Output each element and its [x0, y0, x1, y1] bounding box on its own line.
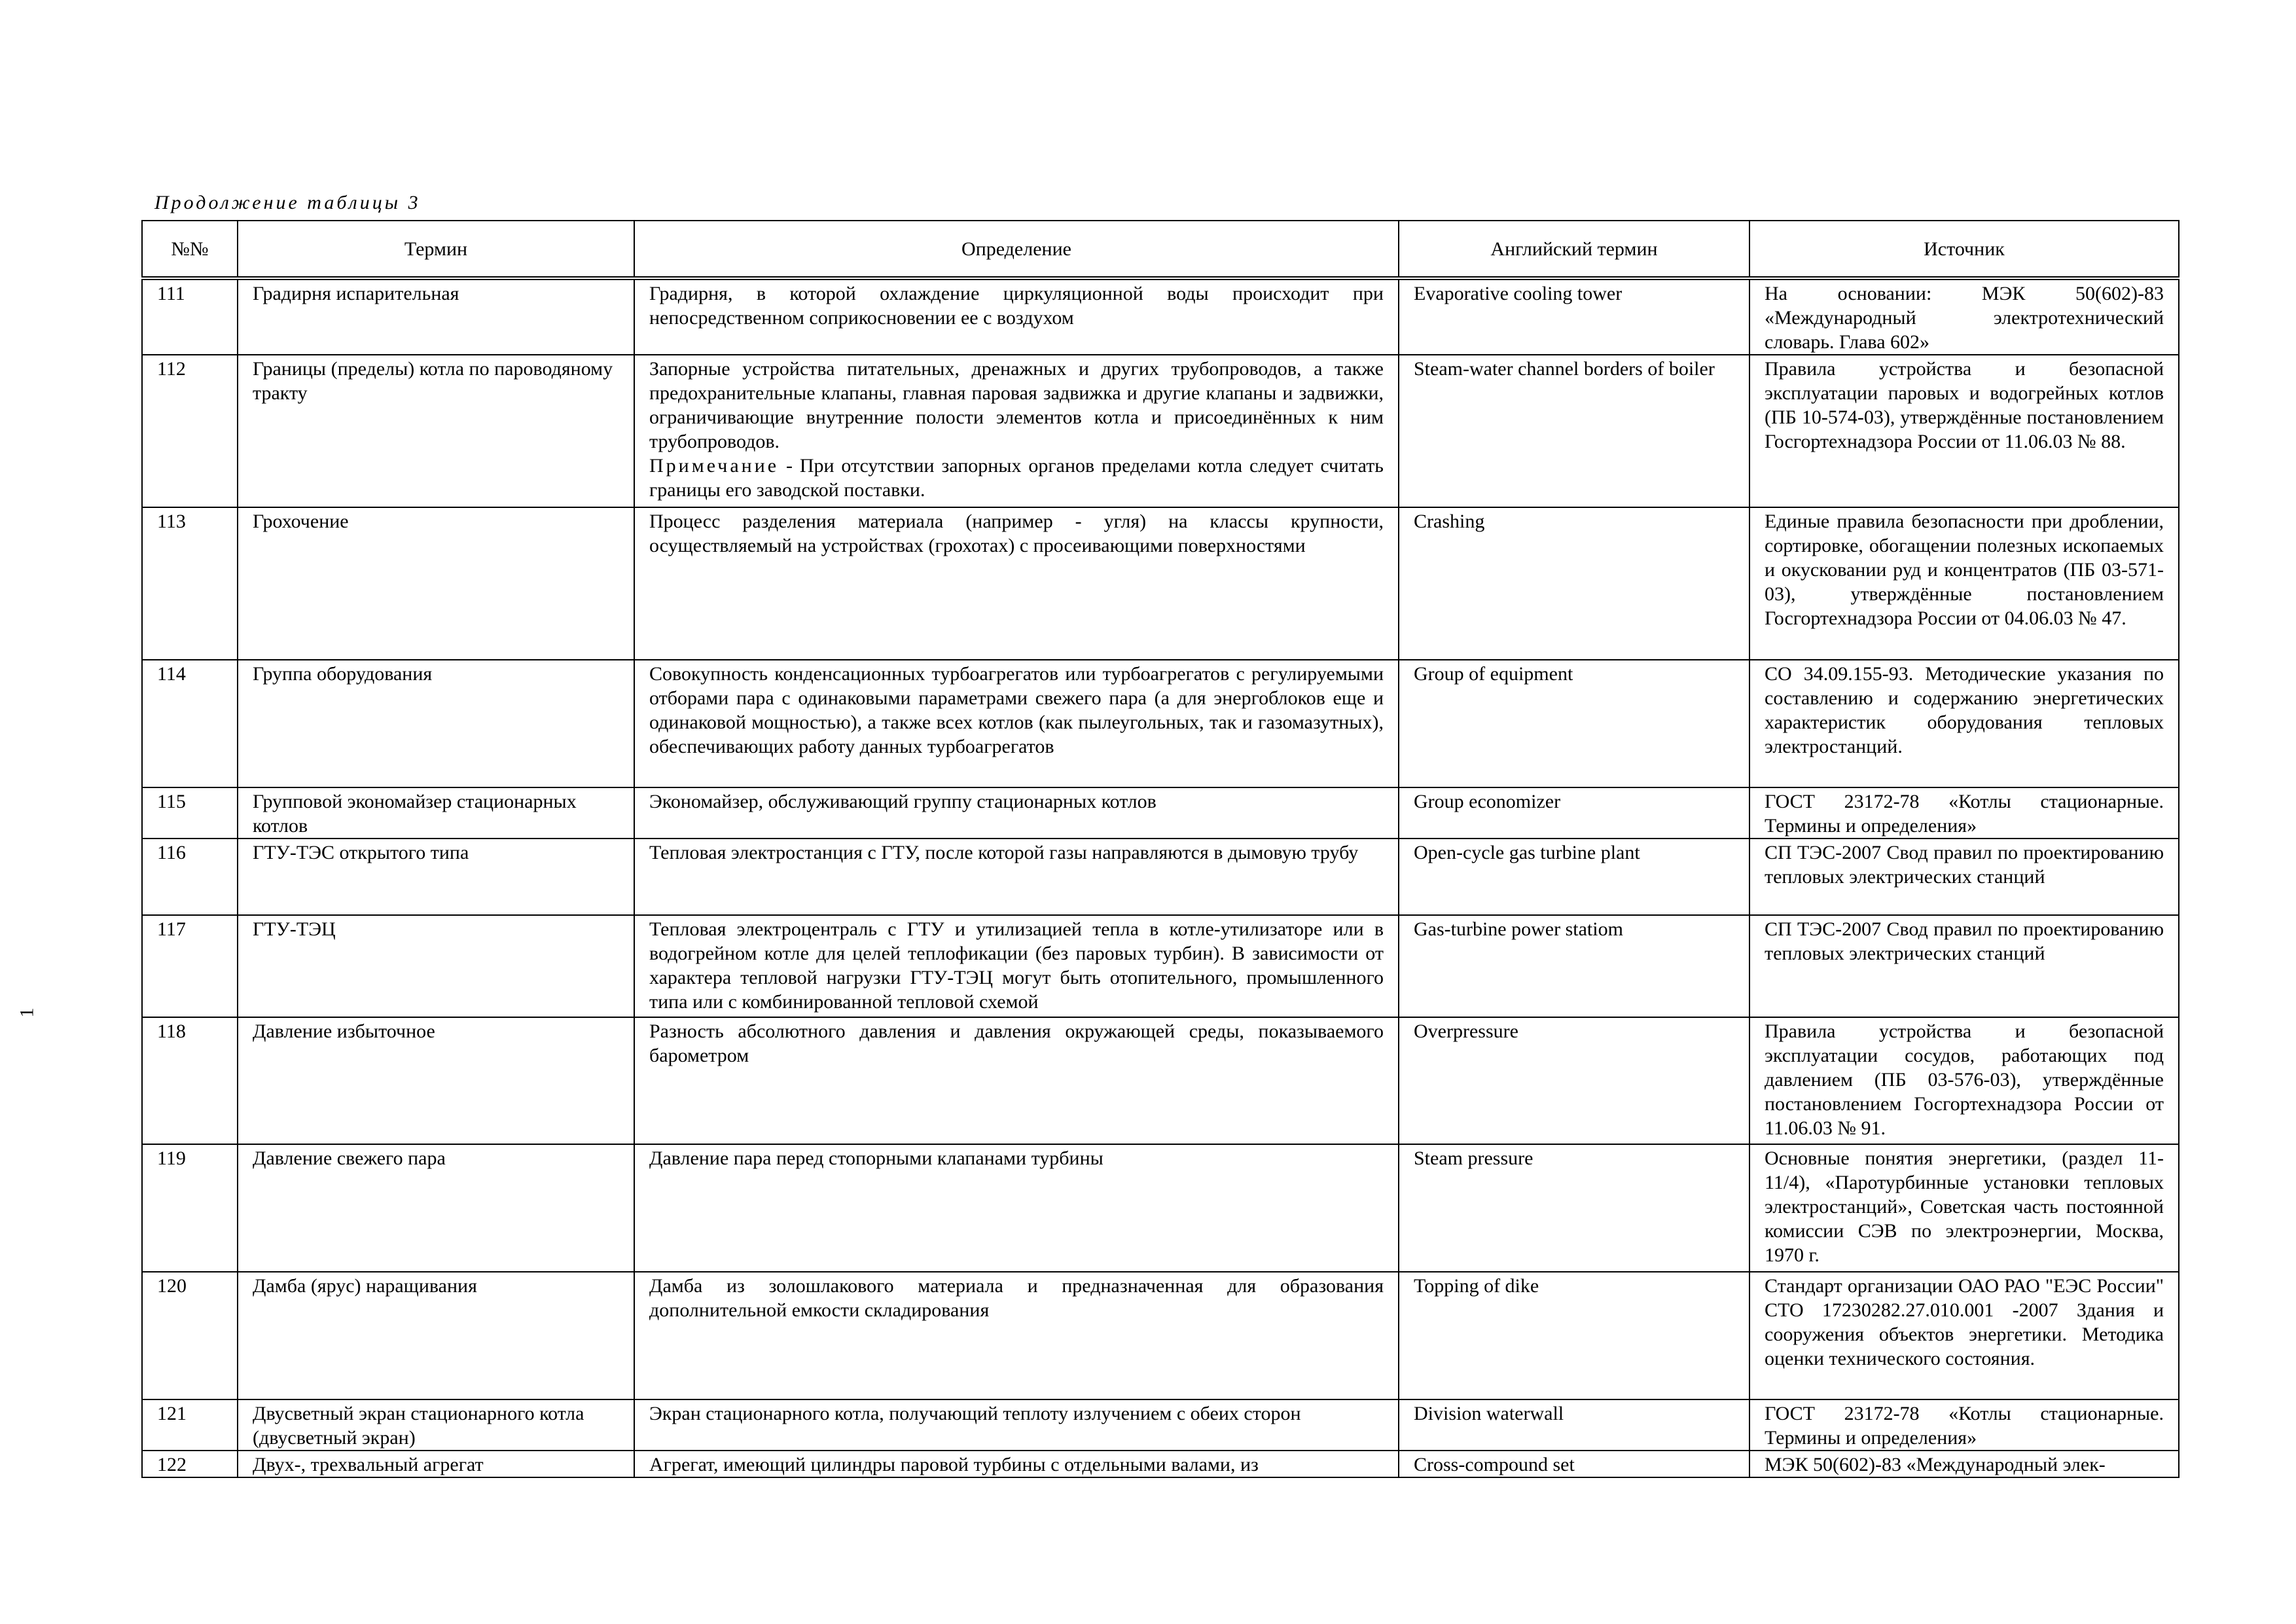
- row-num: 115: [142, 787, 238, 839]
- table-row: [142, 660, 2179, 787]
- row-source: Правила устройства и безопасной эксплуатации паровых и водогрейных котлов (ПБ 10-574-03), утверждённые постановлением Госгортехнадзора России от 11.06.03 № 88.: [1749, 355, 2179, 507]
- row-num: 112: [142, 355, 238, 507]
- row-term: Грохочение: [238, 507, 634, 660]
- row-num: 119: [142, 1144, 238, 1272]
- row-num: 114: [142, 660, 238, 787]
- row-source: СП ТЭС-2007 Свод правил по проектированию тепловых электрических станций: [1749, 839, 2179, 915]
- row-source: Правила устройства и безопасной эксплуатации сосудов, работающих под давлением (ПБ 03-576-03), утверждённые постановлением Госгортехнадзора России от 11.06.03 № 91.: [1749, 1017, 2179, 1144]
- note-label: Примечание: [649, 455, 780, 477]
- row-num: 113: [142, 507, 238, 660]
- row-definition: Разность абсолютного давления и давления окружающей среды, показываемого барометром: [634, 1017, 1399, 1144]
- header-definition: Определение: [634, 221, 1399, 278]
- row-source: Единые правила безопасности при дроблении, сортировке, обогащении полезных ископаемых и окусковании руд и концентратов (ПБ 03-571-03), утверждённые постановлением Госгортехнадзора России от 04.06.03 № 47.: [1749, 507, 2179, 660]
- table-row: [142, 839, 2179, 915]
- row-source: Стандарт организации ОАО РАО "ЕЭС России" СТО 17230282.27.010.001 -2007 Здания и сооружения объектов энергетики. Методика оценки технического состояния.: [1749, 1272, 2179, 1399]
- row-definition: Градирня, в которой охлаждение циркуляционной воды происходит при непосредственном соприкосновении ее с воздухом: [634, 278, 1399, 355]
- note-text: - При отсутствии запорных органов пределами котла следует считать границы его заводской поставки.: [649, 455, 1384, 501]
- header-num: №№: [142, 221, 238, 278]
- row-english: Division waterwall: [1399, 1399, 1749, 1451]
- table-row: [142, 278, 2179, 355]
- row-term: ГТУ-ТЭЦ: [238, 915, 634, 1017]
- row-source: ГОСТ 23172-78 «Котлы стационарные. Термины и определения»: [1749, 1399, 2179, 1451]
- row-english: Evaporative cooling tower: [1399, 278, 1749, 355]
- table-row: [142, 787, 2179, 839]
- row-definition: Давление пара перед стопорными клапанами турбины: [634, 1144, 1399, 1272]
- row-definition: Экран стационарного котла, получающий теплоту излучением с обеих сторон: [634, 1399, 1399, 1451]
- row-num: 117: [142, 915, 238, 1017]
- row-num: 116: [142, 839, 238, 915]
- row-definition: Совокупность конденсационных турбоагрегатов или турбоагрегатов с регулируемыми отборами пара с одинаковыми параметрами свежего пара (а для энергоблоков еще и одинаковой мощностью), а также всех котлов (как пылеугольных, так и газомазутных), обеспечивающих работу данных турбоагрегатов: [634, 660, 1399, 787]
- row-english: Crashing: [1399, 507, 1749, 660]
- row-english: Cross-compound set: [1399, 1451, 1749, 1477]
- page-side-mark: 1: [16, 1007, 38, 1018]
- row-definition: Агрегат, имеющий цилиндры паровой турбины с отдельными валами, из: [634, 1451, 1399, 1477]
- row-english: Topping of dike: [1399, 1272, 1749, 1399]
- row-definition: Дамба из золошлакового материала и предназначенная для образования дополнительной емкости складирования: [634, 1272, 1399, 1399]
- header-term: Термин: [238, 221, 634, 278]
- row-source: МЭК 50(602)-83 «Международный элек-: [1749, 1451, 2179, 1477]
- row-term: Двух-, трехвальный агрегат: [238, 1451, 634, 1477]
- table-row: [142, 1144, 2179, 1272]
- row-english: Overpressure: [1399, 1017, 1749, 1144]
- row-term: Давление свежего пара: [238, 1144, 634, 1272]
- row-term: Дамба (ярус) наращивания: [238, 1272, 634, 1399]
- row-term: Группа оборудования: [238, 660, 634, 787]
- row-source: На основании: МЭК 50(602)-83 «Международный электротехнический словарь. Глава 602»: [1749, 278, 2179, 355]
- row-definition: Процесс разделения материала (например - угля) на классы крупности, осуществляемый на устройствах (грохотах) с просеивающими поверхностями: [634, 507, 1399, 660]
- row-term: Градирня испарительная: [238, 278, 634, 355]
- row-definition: Тепловая электростанция с ГТУ, после которой газы направляются в дымовую трубу: [634, 839, 1399, 915]
- row-num: 121: [142, 1399, 238, 1451]
- row-english: Open-cycle gas turbine plant: [1399, 839, 1749, 915]
- row-source: СО 34.09.155-93. Методические указания по составлению и содержанию энергетических характеристик оборудования тепловых электростанций.: [1749, 660, 2179, 787]
- row-english: Group of equipment: [1399, 660, 1749, 787]
- row-english: Steam-water channel borders of boiler: [1399, 355, 1749, 507]
- row-english: Steam pressure: [1399, 1144, 1749, 1272]
- row-num: 122: [142, 1451, 238, 1477]
- row-source: Основные понятия энергетики, (раздел 11-11/4), «Паротурбинные установки тепловых электростанций», Советская часть постоянной комиссии СЭВ по электроэнергии, Москва, 1970 г.: [1749, 1144, 2179, 1272]
- row-term: ГТУ-ТЭС открытого типа: [238, 839, 634, 915]
- row-term: Границы (пределы) котла по пароводяному тракту: [238, 355, 634, 507]
- row-term: Давление избыточное: [238, 1017, 634, 1144]
- table-row: [142, 1017, 2179, 1144]
- row-definition: Тепловая электроцентраль с ГТУ и утилизацией тепла в котле-утилизаторе или в водогрейном котле для целей теплофикации (без паровых турбин). В зависимости от характера тепловой нагрузки ГТУ-ТЭЦ могут быть отопительного, промышленного типа или с комбинированной тепловой схемой: [634, 915, 1399, 1017]
- table-continuation-caption: Продолжение таблицы 3: [154, 192, 421, 213]
- row-source: ГОСТ 23172-78 «Котлы стационарные. Термины и определения»: [1749, 787, 2179, 839]
- definition-text: Запорные устройства питательных, дренажных и других трубопроводов, а также предохранительные клапаны, главная паровая задвижка и другие клапаны и задвижки, ограничивающие внутренние полости элементов котла и присоединённых к ним трубопроводов.: [649, 358, 1384, 452]
- row-num: 120: [142, 1272, 238, 1399]
- table-row: [142, 1399, 2179, 1451]
- row-english: Group economizer: [1399, 787, 1749, 839]
- table-row: [142, 1451, 2179, 1477]
- row-term: Групповой экономайзер стационарных котлов: [238, 787, 634, 839]
- table-header-row: [142, 221, 2179, 278]
- header-english: Английский термин: [1399, 221, 1749, 278]
- row-definition: Экономайзер, обслуживающий группу стационарных котлов: [634, 787, 1399, 839]
- table-row: [142, 915, 2179, 1017]
- row-source: СП ТЭС-2007 Свод правил по проектированию тепловых электрических станций: [1749, 915, 2179, 1017]
- table-row: [142, 1272, 2179, 1399]
- row-term: Двусветный экран стационарного котла (двусветный экран): [238, 1399, 634, 1451]
- row-definition: [634, 355, 1399, 507]
- table-row: [142, 355, 2179, 507]
- header-source: Источник: [1749, 221, 2179, 278]
- row-english: Gas-turbine power statiom: [1399, 915, 1749, 1017]
- row-num: 118: [142, 1017, 238, 1144]
- row-num: 111: [142, 278, 238, 355]
- terms-table: [141, 220, 2179, 1478]
- table-row: [142, 507, 2179, 660]
